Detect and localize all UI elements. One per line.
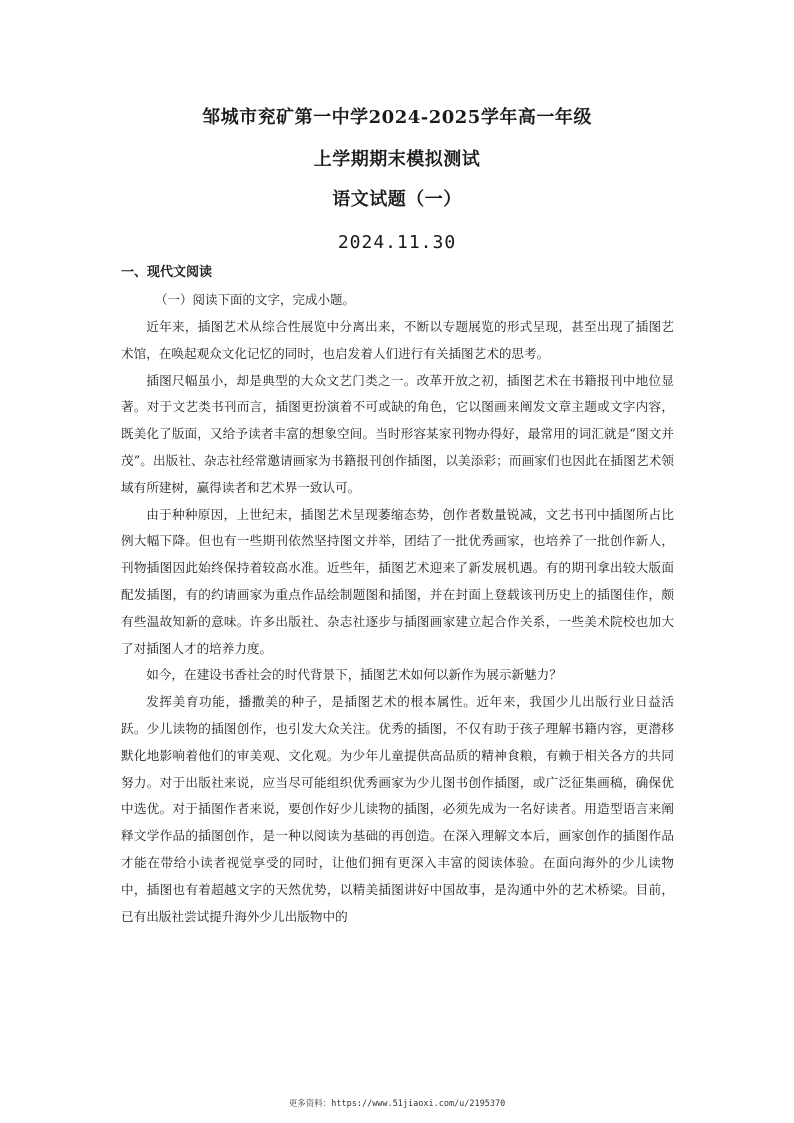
document-title-line-3: 语文试题（一） [332,189,462,210]
paragraph: 近年来，插图艺术从综合性展览中分离出来，不断以专题展览的形式呈现，甚至出现了插图艺术馆，在唤起观众文化记忆的同时，也启发着人们进行有关插图艺术的思考。 [121,319,674,361]
paragraph: 发挥美育功能，播撒美的种子，是插图艺术的根本属性。近年来，我国少儿出版行业日益活跃。少儿读物的插图创作，也引发大众关注。优秀的插图，不仅有助于孩子理解书籍内容，更潜移默化地影响着他们的审美观、文化观。为少年儿童提供高品质的精神食粮，有赖于相关各方的共同努力。对于出版社来说，应当尽可能组织优秀画家为少儿图书创作插图，或广泛征集画稿，确保优中选优。对于插图作者来说，要创作好少儿读物的插图，必须先成为一名好读者。用造型语言来阐释文学作品的插图创作，是一种以阅读为基础的再创造。在深入理解文本后，画家创作的插图作品才能在带给小读者视觉享受的同时，让他们拥有更深入丰富的阅读体验。在面向海外的少儿读物中，插图也有着超越文字的天然优势，以精美插图讲好中国故事，是沟通中外的艺术桥梁。目前，已有出版社尝试提升海外少儿出版物中的 [121,694,674,924]
section-heading: 一、现代文阅读 [121,265,213,280]
document-title-line-1: 邹城市兖矿第一中学2024-2025学年高一年级 [202,107,592,128]
document-title-line-2: 上学期期末模拟测试 [313,149,481,170]
paragraph: 插图尺幅虽小，却是典型的大众文艺门类之一。改革开放之初，插图艺术在书籍报刊中地位显著。对于文艺类书刊而言，插图更扮演着不可或缺的角色，它以图画来阐发文章主题或文字内容，既美化了版面，又给予读者丰富的想象空间。当时形容某家刊物办得好，最常用的词汇就是“图文并茂”。出版社、杂志社经常邀请画家为书籍报刊创作插图，以美添彩；而画家们也因此在插图艺术领域有所建树，赢得读者和艺术界一致认可。 [121,372,674,495]
reading-passage [121,314,674,930]
footer-link[interactable]: 更多资料：https://www.51jiaoxi.com/u/2195370 [288,1099,506,1109]
paragraph: 如今，在建设书香社会的时代背景下，插图艺术如何以新作为展示新魅力？ [146,667,562,683]
section-subheading: （一）阅读下面的文字，完成小题。 [155,292,356,307]
document-date: 2024.11.30 [337,232,457,253]
paragraph: 由于种种原因，上世纪末，插图艺术呈现萎缩态势，创作者数量锐减，文艺书刊中插图所占比例大幅下降。但也有一些期刊依然坚持图文并举，团结了一批优秀画家，也培养了一批创作新人，刊物插图因此始终保持着较高水准。近些年，插图艺术迎来了新发展机遇。有的期刊拿出较大版面配发插图，有的约请画家为重点作品绘制题图和插图，并在封面上登载该刊历史上的插图佳作，颇有些温故知新的意味。许多出版社、杂志社逐步与插图画家建立起合作关系，一些美术院校也加大了对插图人才的培养力度。 [121,506,674,656]
